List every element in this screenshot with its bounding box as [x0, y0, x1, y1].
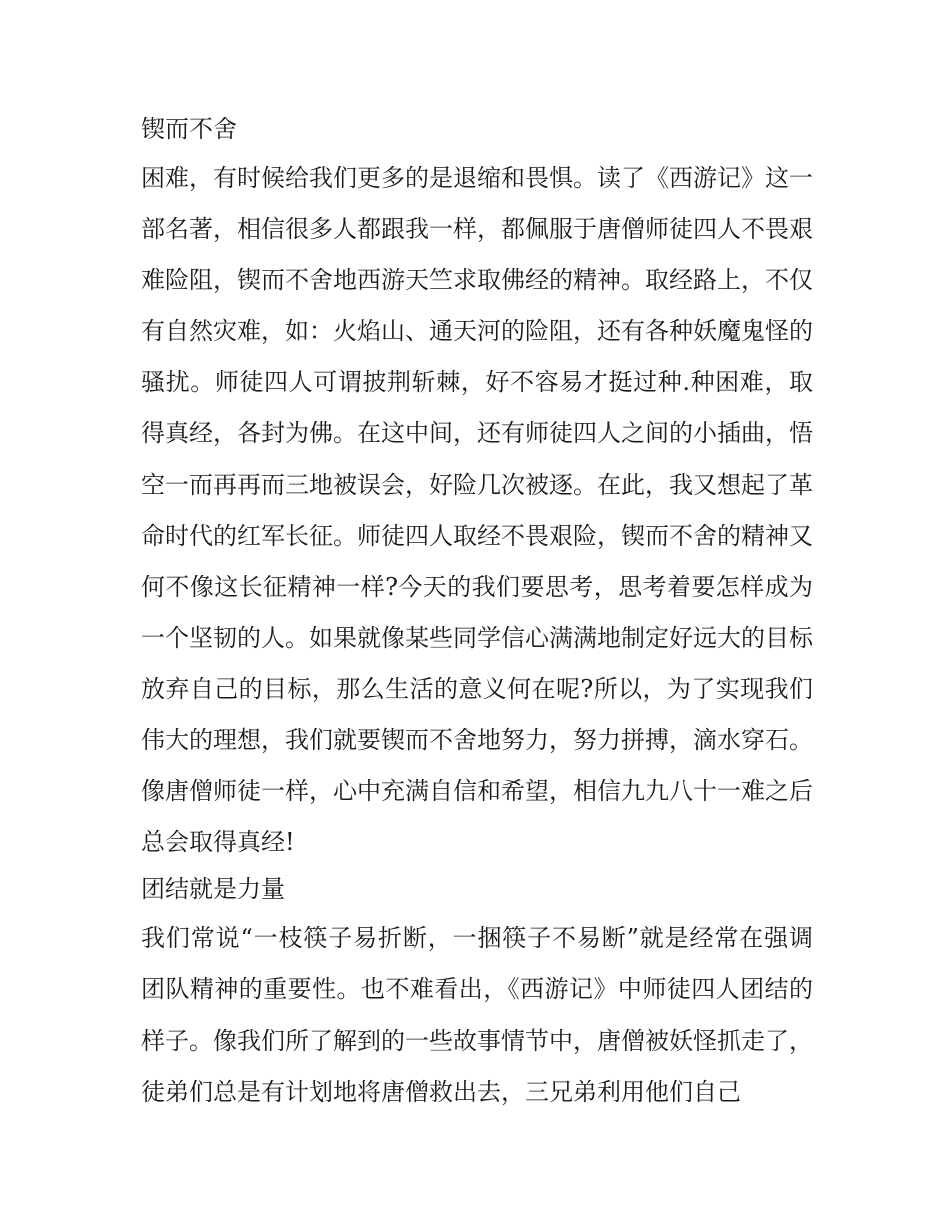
section-paragraph-unity: 我们常说“一枝筷子易折断，一捆筷子不易断”就是经常在强调团队精神的重要性。也不难看出，《西游记》中师徒四人团结的样子。像我们所了解到的一些故事情节中，唐僧被妖怪抓走了，徒弟们总是有计划地将唐僧救出去，三兄弟利用他们自己	[141, 924, 813, 1106]
section-heading-unity: 团结就是力量	[141, 875, 285, 904]
section-heading-perseverance: 锲而不舍	[141, 115, 237, 143]
document-body	[141, 106, 813, 1118]
section-paragraph-perseverance: 困难，有时候给我们更多的是退缩和畏惧。读了《西游记》这一部名著，相信很多人都跟我一样，都佩服于唐僧师徒四人不畏艰难险阻，锲而不舍地西游天竺求取佛经的精神。取经路上，不仅有自然灾难，如：火焰山、通天河的险阻，还有各种妖魔鬼怪的骚扰。师徒四人可谓披荆斩棘，好不容易才挺过种.种困难，取得真经，各封为佛。在这中间，还有师徒四人之间的小插曲，悟空一而再再而三地被误会，好险几次被逐。在此，我又想起了革命时代的红军长征。师徒四人取经不畏艰险，锲而不舍的精神又何不像这长征精神一样?今天的我们要思考，思考着要怎样成为一个坚韧的人。如果就像某些同学信心满满地制定好远大的目标放弃自己的目标，那么生活的意义何在呢?所以，为了实现我们伟大的理想，我们就要锲而不舍地努力，努力拼搏，滴水穿石。像唐僧师徒一样，心中充满自信和希望，相信九九八十一难之后总会取得真经!	[141, 164, 813, 857]
